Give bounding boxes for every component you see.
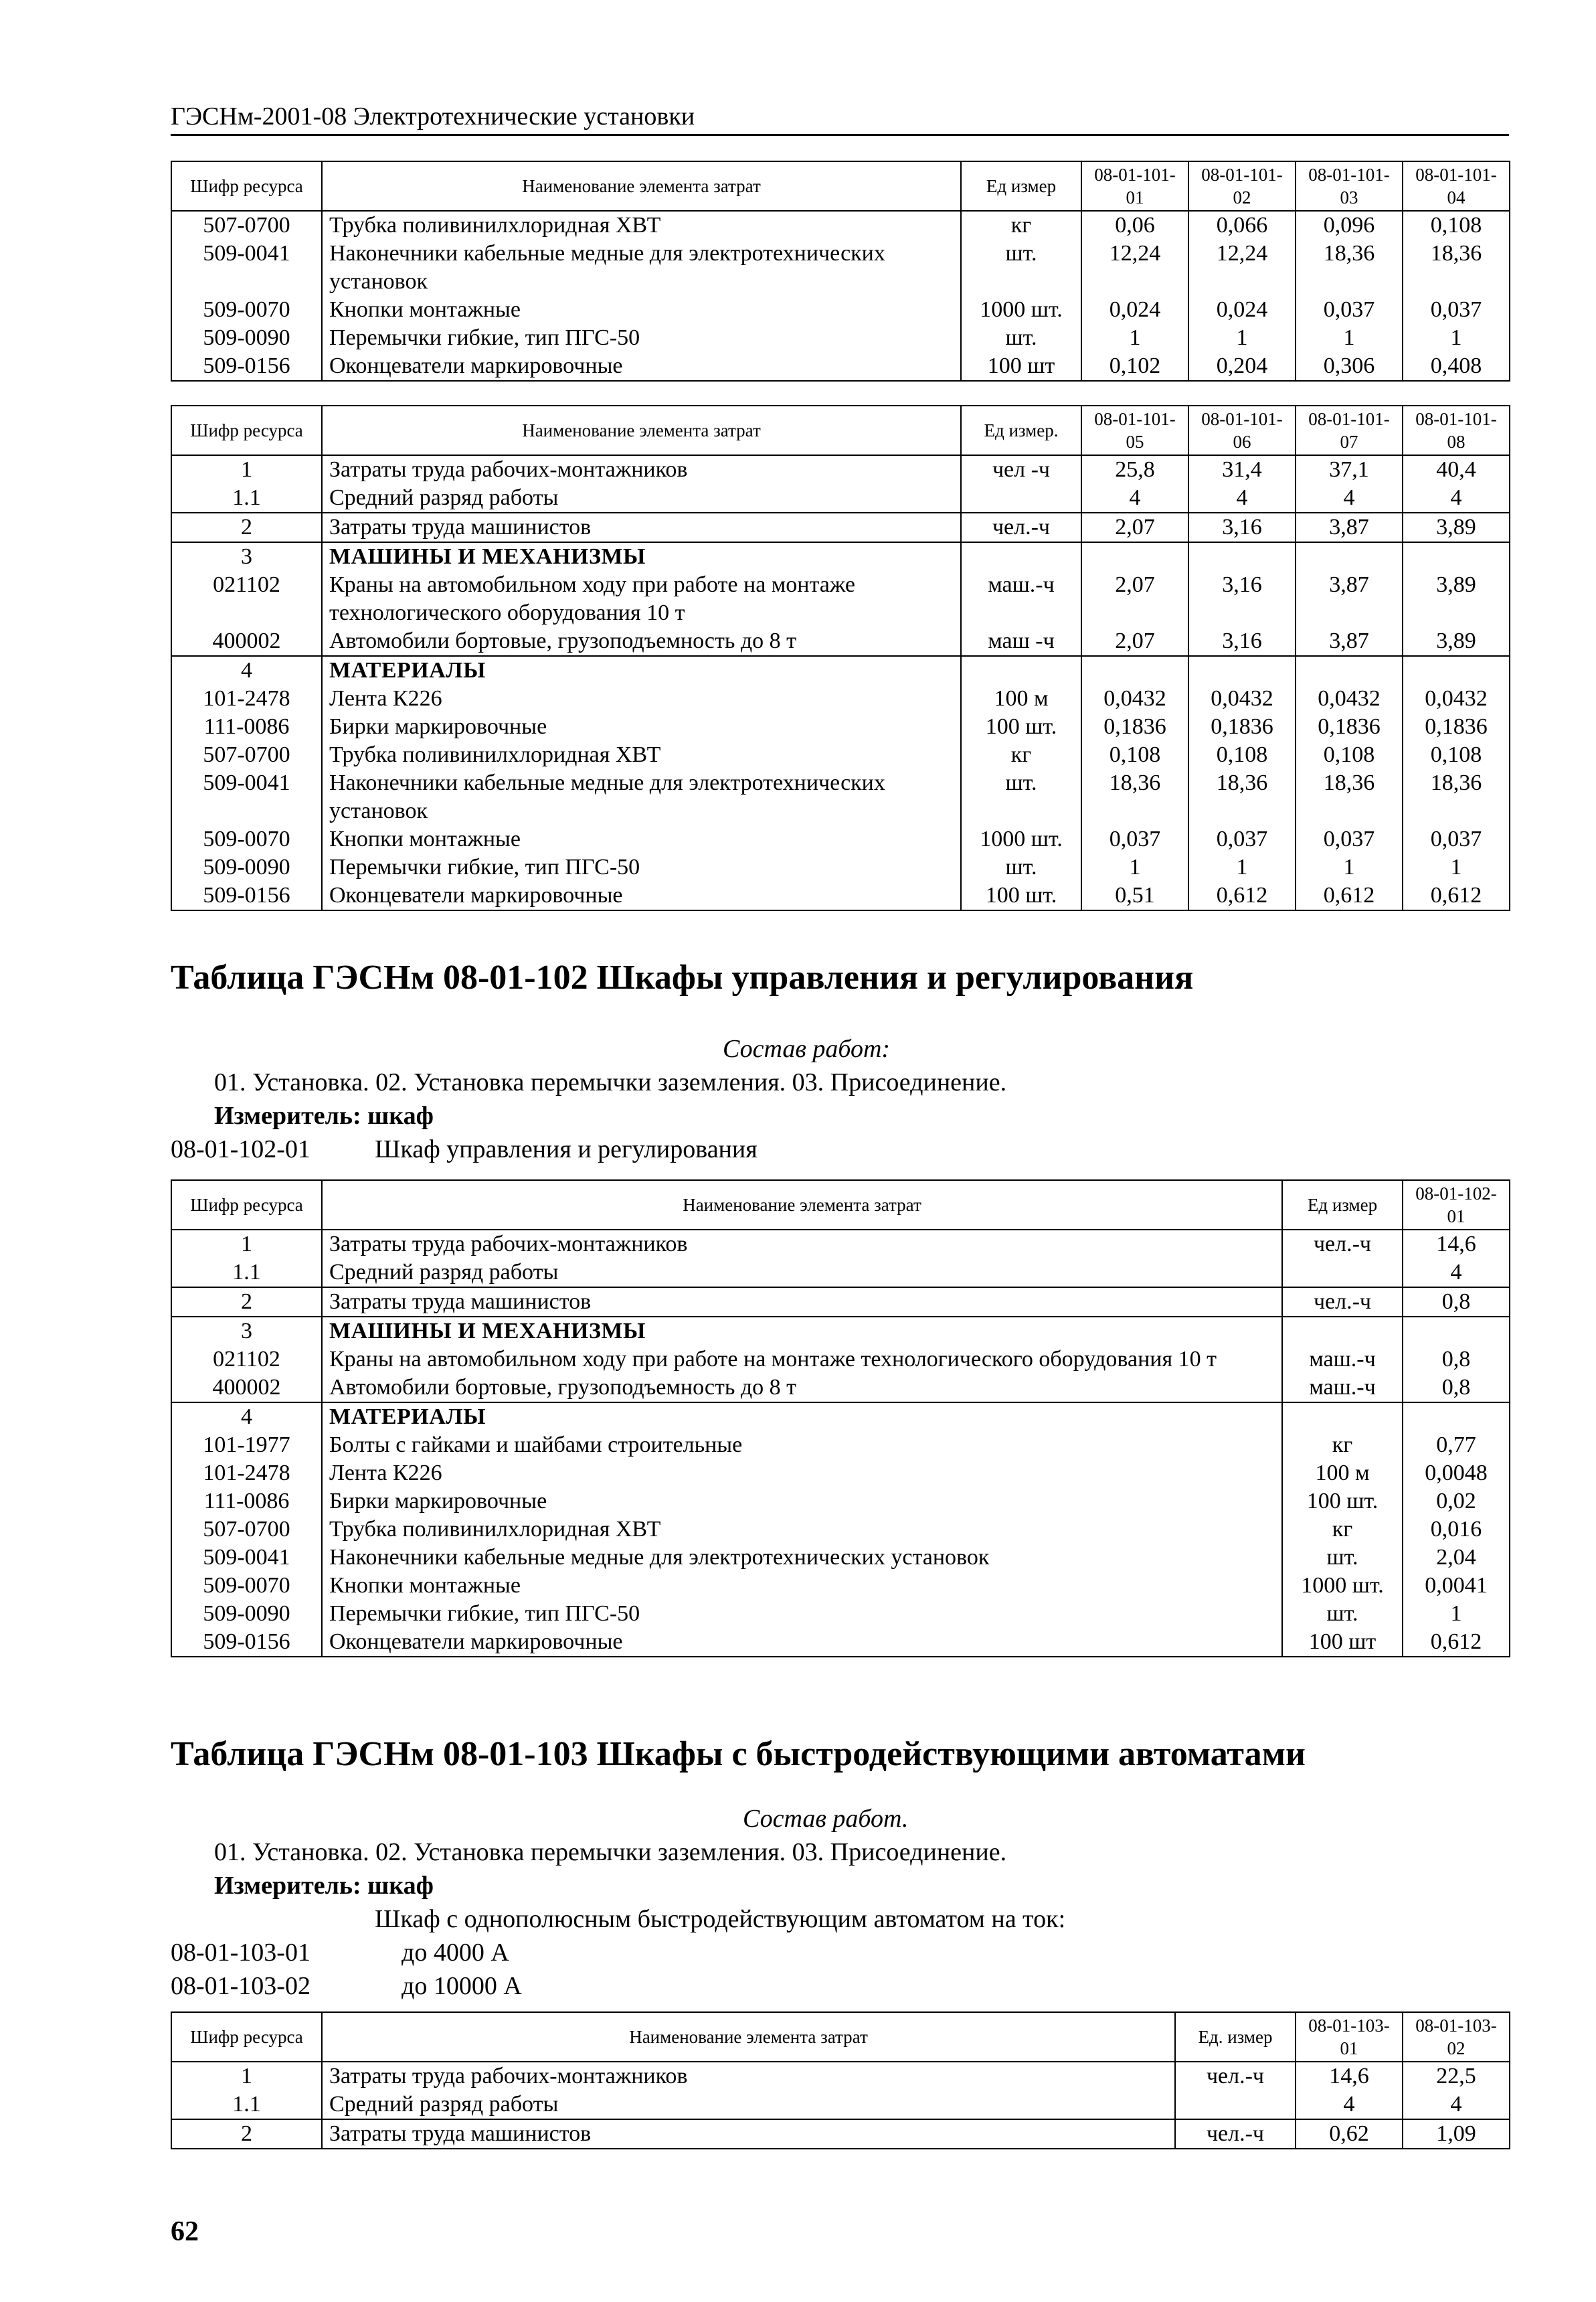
value-cell: 0,108 bbox=[1403, 211, 1510, 240]
table-row bbox=[171, 484, 1510, 513]
resource-code-cell: 509-0041 bbox=[171, 769, 322, 825]
value-cell bbox=[1081, 542, 1188, 571]
value-cell: 25,8 bbox=[1081, 455, 1188, 484]
value-cell: 3,16 bbox=[1188, 513, 1296, 542]
value-cell: 0,612 bbox=[1188, 882, 1296, 910]
value-cell: 0,108 bbox=[1296, 741, 1403, 769]
table-08-01-103 bbox=[171, 2011, 1510, 2149]
value-cell: 1 bbox=[1188, 324, 1296, 352]
header-col: 08-01-103-01 bbox=[1296, 2012, 1403, 2062]
value-cell: 18,36 bbox=[1081, 769, 1188, 825]
cost-element-cell: Трубка поливинилхлоридная ХВТ bbox=[322, 741, 961, 769]
table-row bbox=[171, 211, 1510, 240]
resource-code-cell: 2 bbox=[171, 1287, 322, 1317]
table-row bbox=[171, 2119, 1510, 2149]
resource-code-cell: 509-0041 bbox=[171, 240, 322, 296]
value-cell: 0,0432 bbox=[1296, 685, 1403, 713]
cost-element-cell: Затраты труда рабочих-монтажников bbox=[322, 2062, 1175, 2090]
unit-cell: 100 м bbox=[961, 685, 1081, 713]
value-cell: 3,89 bbox=[1403, 571, 1510, 627]
resource-code-cell: 101-2478 bbox=[171, 685, 322, 713]
value-cell: 18,36 bbox=[1296, 240, 1403, 296]
table-row bbox=[171, 853, 1510, 882]
unit-cell: 100 шт. bbox=[961, 713, 1081, 741]
unit-cell: 100 м bbox=[1282, 1459, 1403, 1487]
value-cell: 0,096 bbox=[1296, 211, 1403, 240]
resource-code-cell: 507-0700 bbox=[171, 1515, 322, 1544]
work-composition-label: Состав работ. bbox=[743, 1805, 909, 1833]
unit-cell: кг bbox=[961, 741, 1081, 769]
table-row bbox=[171, 1258, 1510, 1287]
value-cell: 0,62 bbox=[1296, 2119, 1403, 2149]
value-cell: 0,0041 bbox=[1403, 1572, 1510, 1600]
header-name: Наименование элемента затрат bbox=[322, 2012, 1175, 2062]
cost-element-cell: Бирки маркировочные bbox=[322, 713, 961, 741]
table-row bbox=[171, 769, 1510, 825]
value-cell: 0,02 bbox=[1403, 1487, 1510, 1515]
cost-element-cell: МАШИНЫ И МЕХАНИЗМЫ bbox=[322, 1317, 1282, 1345]
unit-cell: шт. bbox=[961, 853, 1081, 882]
value-cell: 0,306 bbox=[1296, 352, 1403, 381]
page-number: 62 bbox=[171, 2216, 199, 2247]
value-cell bbox=[1081, 656, 1188, 685]
cost-element-cell: Затраты труда рабочих-монтажников bbox=[322, 1230, 1282, 1258]
value-cell: 18,36 bbox=[1403, 240, 1510, 296]
value-cell: 4 bbox=[1296, 2090, 1403, 2119]
value-cell: 0,1836 bbox=[1403, 713, 1510, 741]
cost-element-cell: Оконцеватели маркировочные bbox=[322, 882, 961, 910]
cost-element-cell: Болты с гайками и шайбами строительные bbox=[322, 1431, 1282, 1459]
cost-element-cell: Трубка поливинилхлоридная ХВТ bbox=[322, 1515, 1282, 1544]
table-row bbox=[171, 324, 1510, 352]
cost-element-cell: Краны на автомобильном ходу при работе на монтаже технологического оборудования 10 т bbox=[322, 571, 961, 627]
section-row bbox=[171, 542, 1510, 571]
items-intro: Шкаф с однополюсным быстродействующим автоматом на ток: bbox=[375, 1905, 1066, 1933]
unit-cell: чел.-ч bbox=[1282, 1287, 1403, 1317]
cost-element-cell: Затраты труда рабочих-монтажников bbox=[322, 455, 961, 484]
measure-label: Измеритель: bbox=[214, 1102, 361, 1130]
item-name: до 4000 А bbox=[402, 1939, 509, 1967]
value-cell: 1 bbox=[1403, 853, 1510, 882]
value-cell: 3,16 bbox=[1188, 571, 1296, 627]
cost-element-cell: Оконцеватели маркировочные bbox=[322, 352, 961, 381]
header-col: 08-01-101-05 bbox=[1081, 406, 1188, 455]
value-cell: 0,612 bbox=[1403, 1628, 1510, 1657]
cost-element-cell: Перемычки гибкие, тип ПГС-50 bbox=[322, 324, 961, 352]
value-cell: 0,066 bbox=[1188, 211, 1296, 240]
cost-element-cell: МАШИНЫ И МЕХАНИЗМЫ bbox=[322, 542, 961, 571]
resource-code-cell: 509-0041 bbox=[171, 1544, 322, 1572]
table-row bbox=[171, 1600, 1510, 1628]
value-cell: 0,0048 bbox=[1403, 1459, 1510, 1487]
item-name: Шкаф управления и регулирования bbox=[375, 1135, 758, 1163]
resource-code-cell: 509-0070 bbox=[171, 296, 322, 324]
value-cell: 0,1836 bbox=[1081, 713, 1188, 741]
table-row bbox=[171, 1287, 1510, 1317]
value-cell bbox=[1296, 656, 1403, 685]
cost-element-cell: Средний разряд работы bbox=[322, 1258, 1282, 1287]
value-cell: 1 bbox=[1296, 853, 1403, 882]
header-col: 08-01-102-01 bbox=[1403, 1180, 1510, 1230]
unit-cell bbox=[1282, 1402, 1403, 1431]
table-row bbox=[171, 1345, 1510, 1374]
value-cell: 0,8 bbox=[1403, 1345, 1510, 1374]
item-name: до 10000 А bbox=[402, 1972, 522, 2000]
work-composition-text: 01. Установка. 02. Установка перемычки заземления. 03. Присоединение. bbox=[214, 1838, 1007, 1866]
table-row bbox=[171, 1544, 1510, 1572]
value-cell: 0,037 bbox=[1296, 825, 1403, 853]
value-cell: 0,8 bbox=[1403, 1374, 1510, 1402]
value-cell bbox=[1188, 542, 1296, 571]
cost-element-cell: Затраты труда машинистов bbox=[322, 513, 961, 542]
resource-code-cell: 400002 bbox=[171, 1374, 322, 1402]
value-cell: 4 bbox=[1188, 484, 1296, 513]
value-cell: 0,612 bbox=[1296, 882, 1403, 910]
header-unit: Ед измер bbox=[961, 161, 1081, 211]
unit-cell: чел -ч bbox=[961, 455, 1081, 484]
cost-element-cell: Кнопки монтажные bbox=[322, 296, 961, 324]
unit-cell: 100 шт bbox=[961, 352, 1081, 381]
cost-element-cell: Наконечники кабельные медные для электротехнических установок bbox=[322, 240, 961, 296]
table-row bbox=[171, 713, 1510, 741]
table-08-01-101-part2 bbox=[171, 405, 1510, 911]
unit-cell bbox=[961, 656, 1081, 685]
unit-cell bbox=[1282, 1317, 1403, 1345]
value-cell: 0,037 bbox=[1403, 296, 1510, 324]
value-cell: 0,037 bbox=[1296, 296, 1403, 324]
item-code: 08-01-103-02 bbox=[171, 1972, 311, 2000]
header-unit: Ед. измер bbox=[1175, 2012, 1296, 2062]
value-cell: 0,108 bbox=[1188, 741, 1296, 769]
value-cell: 3,87 bbox=[1296, 571, 1403, 627]
table-row bbox=[171, 1230, 1510, 1258]
value-cell: 1 bbox=[1403, 1600, 1510, 1628]
table-row bbox=[171, 882, 1510, 910]
resource-code-cell: 1 bbox=[171, 455, 322, 484]
table-row bbox=[171, 1628, 1510, 1657]
measure-line bbox=[214, 1871, 434, 1900]
value-cell: 1 bbox=[1188, 853, 1296, 882]
table-row bbox=[171, 1487, 1510, 1515]
resource-code-cell: 101-1977 bbox=[171, 1431, 322, 1459]
header-col: 08-01-101-04 bbox=[1403, 161, 1510, 211]
work-composition-text: 01. Установка. 02. Установка перемычки заземления. 03. Присоединение. bbox=[214, 1068, 1007, 1096]
unit-cell: маш.-ч bbox=[961, 571, 1081, 627]
header-name: Наименование элемента затрат bbox=[322, 1180, 1282, 1230]
unit-cell: кг bbox=[1282, 1431, 1403, 1459]
resource-code-cell: 4 bbox=[171, 656, 322, 685]
value-cell: 0,0432 bbox=[1403, 685, 1510, 713]
table-row bbox=[171, 741, 1510, 769]
section-row bbox=[171, 656, 1510, 685]
resource-code-cell: 3 bbox=[171, 1317, 322, 1345]
value-cell bbox=[1403, 656, 1510, 685]
header-code: Шифр ресурса bbox=[171, 406, 322, 455]
table-row bbox=[171, 240, 1510, 296]
value-cell bbox=[1403, 1402, 1510, 1431]
value-cell: 0,024 bbox=[1081, 296, 1188, 324]
resource-code-cell: 3 bbox=[171, 542, 322, 571]
table-row bbox=[171, 571, 1510, 627]
value-cell: 0,016 bbox=[1403, 1515, 1510, 1544]
resource-code-cell: 509-0156 bbox=[171, 882, 322, 910]
value-cell: 4 bbox=[1403, 2090, 1510, 2119]
value-cell: 3,89 bbox=[1403, 627, 1510, 656]
table-row bbox=[171, 2062, 1510, 2090]
value-cell: 22,5 bbox=[1403, 2062, 1510, 2090]
section-title: Таблица ГЭСНм 08-01-103 Шкафы с быстродействующими автоматами bbox=[171, 1735, 1306, 1773]
resource-code-cell: 507-0700 bbox=[171, 741, 322, 769]
unit-cell bbox=[961, 484, 1081, 513]
value-cell: 4 bbox=[1296, 484, 1403, 513]
resource-code-cell: 509-0156 bbox=[171, 352, 322, 381]
header-code: Шифр ресурса bbox=[171, 2012, 322, 2062]
table-row bbox=[171, 1431, 1510, 1459]
header-col: 08-01-101-08 bbox=[1403, 406, 1510, 455]
section-row bbox=[171, 1402, 1510, 1431]
value-cell: 2,04 bbox=[1403, 1544, 1510, 1572]
item-code: 08-01-103-01 bbox=[171, 1939, 311, 1967]
value-cell: 3,16 bbox=[1188, 627, 1296, 656]
resource-code-cell: 101-2478 bbox=[171, 1459, 322, 1487]
value-cell: 0,102 bbox=[1081, 352, 1188, 381]
unit-cell: кг bbox=[961, 211, 1081, 240]
unit-cell: шт. bbox=[961, 769, 1081, 825]
header-col: 08-01-103-02 bbox=[1403, 2012, 1510, 2062]
header-code: Шифр ресурса bbox=[171, 1180, 322, 1230]
page-header: ГЭСНм-2001-08 Электротехнические установки bbox=[171, 100, 1509, 136]
work-composition-label: Состав работ: bbox=[723, 1035, 891, 1063]
cost-element-cell: Наконечники кабельные медные для электротехнических установок bbox=[322, 1544, 1282, 1572]
value-cell: 0,06 bbox=[1081, 211, 1188, 240]
unit-cell: чел.-ч bbox=[1282, 1230, 1403, 1258]
cost-element-cell: Перемычки гибкие, тип ПГС-50 bbox=[322, 1600, 1282, 1628]
cost-element-cell: Трубка поливинилхлоридная ХВТ bbox=[322, 211, 961, 240]
cost-element-cell: Кнопки монтажные bbox=[322, 1572, 1282, 1600]
header-unit: Ед измер. bbox=[961, 406, 1081, 455]
header-col: 08-01-101-01 bbox=[1081, 161, 1188, 211]
value-cell: 0,204 bbox=[1188, 352, 1296, 381]
table-row bbox=[171, 513, 1510, 542]
table-row bbox=[171, 1515, 1510, 1544]
value-cell: 4 bbox=[1403, 1258, 1510, 1287]
value-cell: 0,1836 bbox=[1296, 713, 1403, 741]
resource-code-cell: 021102 bbox=[171, 571, 322, 627]
section-title: Таблица ГЭСНм 08-01-102 Шкафы управления и регулирования bbox=[171, 959, 1194, 997]
value-cell: 1 bbox=[1296, 324, 1403, 352]
value-cell: 0,037 bbox=[1403, 825, 1510, 853]
table-08-01-101-part1 bbox=[171, 161, 1510, 382]
item-line bbox=[171, 1971, 522, 2001]
value-cell: 0,612 bbox=[1403, 882, 1510, 910]
resource-code-cell: 1.1 bbox=[171, 484, 322, 513]
unit-cell: 100 шт bbox=[1282, 1628, 1403, 1657]
header-col: 08-01-101-03 bbox=[1296, 161, 1403, 211]
value-cell: 40,4 bbox=[1403, 455, 1510, 484]
table-row bbox=[171, 627, 1510, 656]
cost-element-cell: Перемычки гибкие, тип ПГС-50 bbox=[322, 853, 961, 882]
table-row bbox=[171, 296, 1510, 324]
value-cell: 12,24 bbox=[1081, 240, 1188, 296]
value-cell: 0,0432 bbox=[1188, 685, 1296, 713]
table-row bbox=[171, 2090, 1510, 2119]
value-cell: 0,108 bbox=[1403, 741, 1510, 769]
cost-element-cell: Затраты труда машинистов bbox=[322, 1287, 1282, 1317]
header-name: Наименование элемента затрат bbox=[322, 161, 961, 211]
section-row bbox=[171, 1317, 1510, 1345]
resource-code-cell: 111-0086 bbox=[171, 1487, 322, 1515]
resource-code-cell: 111-0086 bbox=[171, 713, 322, 741]
resource-code-cell: 1.1 bbox=[171, 2090, 322, 2119]
cost-element-cell: МАТЕРИАЛЫ bbox=[322, 656, 961, 685]
unit-cell: чел.-ч bbox=[1175, 2119, 1296, 2149]
header-name: Наименование элемента затрат bbox=[322, 406, 961, 455]
resource-code-cell: 1 bbox=[171, 1230, 322, 1258]
cost-element-cell: Наконечники кабельные медные для электротехнических установок bbox=[322, 769, 961, 825]
value-cell: 4 bbox=[1403, 484, 1510, 513]
header-code: Шифр ресурса bbox=[171, 161, 322, 211]
cost-element-cell: Затраты труда машинистов bbox=[322, 2119, 1175, 2149]
resource-code-cell: 1 bbox=[171, 2062, 322, 2090]
value-cell bbox=[1403, 542, 1510, 571]
table-row bbox=[171, 1459, 1510, 1487]
value-cell bbox=[1188, 656, 1296, 685]
value-cell: 37,1 bbox=[1296, 455, 1403, 484]
cost-element-cell: Автомобили бортовые, грузоподъемность до 8 т bbox=[322, 627, 961, 656]
table-row bbox=[171, 352, 1510, 381]
measure-line bbox=[214, 1101, 434, 1131]
unit-cell: шт. bbox=[961, 324, 1081, 352]
value-cell: 1 bbox=[1403, 324, 1510, 352]
cost-element-cell: Автомобили бортовые, грузоподъемность до 8 т bbox=[322, 1374, 1282, 1402]
header-col: 08-01-101-06 bbox=[1188, 406, 1296, 455]
value-cell: 14,6 bbox=[1296, 2062, 1403, 2090]
value-cell: 0,108 bbox=[1081, 741, 1188, 769]
value-cell: 3,87 bbox=[1296, 627, 1403, 656]
value-cell: 14,6 bbox=[1403, 1230, 1510, 1258]
resource-code-cell: 400002 bbox=[171, 627, 322, 656]
unit-cell bbox=[1282, 1258, 1403, 1287]
table-row bbox=[171, 825, 1510, 853]
unit-cell: 100 шт. bbox=[961, 882, 1081, 910]
cost-element-cell: Средний разряд работы bbox=[322, 2090, 1175, 2119]
header-unit: Ед измер bbox=[1282, 1180, 1403, 1230]
resource-code-cell: 509-0090 bbox=[171, 324, 322, 352]
table-row bbox=[171, 455, 1510, 484]
resource-code-cell: 509-0070 bbox=[171, 1572, 322, 1600]
value-cell: 3,87 bbox=[1296, 513, 1403, 542]
value-cell: 1 bbox=[1081, 853, 1188, 882]
value-cell: 3,89 bbox=[1403, 513, 1510, 542]
cost-element-cell: Бирки маркировочные bbox=[322, 1487, 1282, 1515]
cost-element-cell: Лента К226 bbox=[322, 685, 961, 713]
table-08-01-102 bbox=[171, 1179, 1510, 1657]
value-cell: 18,36 bbox=[1188, 769, 1296, 825]
resource-code-cell: 1.1 bbox=[171, 1258, 322, 1287]
unit-cell: шт. bbox=[961, 240, 1081, 296]
measure-value: шкаф bbox=[367, 1102, 434, 1130]
item-code: 08-01-102-01 bbox=[171, 1135, 311, 1163]
unit-cell: маш.-ч bbox=[1282, 1374, 1403, 1402]
value-cell: 2,07 bbox=[1081, 627, 1188, 656]
measure-label: Измеритель: bbox=[214, 1872, 361, 1900]
unit-cell: чел.-ч bbox=[1175, 2062, 1296, 2090]
unit-cell: шт. bbox=[1282, 1544, 1403, 1572]
table-row bbox=[171, 685, 1510, 713]
value-cell: 12,24 bbox=[1188, 240, 1296, 296]
resource-code-cell: 509-0070 bbox=[171, 825, 322, 853]
resource-code-cell: 507-0700 bbox=[171, 211, 322, 240]
value-cell: 18,36 bbox=[1296, 769, 1403, 825]
header-col: 08-01-101-07 bbox=[1296, 406, 1403, 455]
resource-code-cell: 509-0090 bbox=[171, 1600, 322, 1628]
table-row bbox=[171, 1374, 1510, 1402]
unit-cell: маш.-ч bbox=[1282, 1345, 1403, 1374]
resource-code-cell: 021102 bbox=[171, 1345, 322, 1374]
value-cell: 4 bbox=[1081, 484, 1188, 513]
value-cell: 2,07 bbox=[1081, 571, 1188, 627]
item-line bbox=[171, 1938, 509, 1967]
table-row bbox=[171, 1572, 1510, 1600]
unit-cell: 1000 шт. bbox=[961, 825, 1081, 853]
value-cell: 0,408 bbox=[1403, 352, 1510, 381]
cost-element-cell: Средний разряд работы bbox=[322, 484, 961, 513]
value-cell bbox=[1296, 542, 1403, 571]
resource-code-cell: 2 bbox=[171, 2119, 322, 2149]
unit-cell: 1000 шт. bbox=[961, 296, 1081, 324]
resource-code-cell: 509-0090 bbox=[171, 853, 322, 882]
resource-code-cell: 2 bbox=[171, 513, 322, 542]
value-cell: 0,037 bbox=[1188, 825, 1296, 853]
unit-cell: 100 шт. bbox=[1282, 1487, 1403, 1515]
unit-cell: шт. bbox=[1282, 1600, 1403, 1628]
cost-element-cell: Лента К226 bbox=[322, 1459, 1282, 1487]
unit-cell bbox=[961, 542, 1081, 571]
value-cell: 0,51 bbox=[1081, 882, 1188, 910]
value-cell: 0,8 bbox=[1403, 1287, 1510, 1317]
value-cell: 0,037 bbox=[1081, 825, 1188, 853]
cost-element-cell: Кнопки монтажные bbox=[322, 825, 961, 853]
cost-element-cell: Краны на автомобильном ходу при работе на монтаже технологического оборудования 10 т bbox=[322, 1345, 1282, 1374]
value-cell: 0,0432 bbox=[1081, 685, 1188, 713]
unit-cell bbox=[1175, 2090, 1296, 2119]
unit-cell: маш -ч bbox=[961, 627, 1081, 656]
value-cell bbox=[1403, 1317, 1510, 1345]
value-cell: 1,09 bbox=[1403, 2119, 1510, 2149]
header-col: 08-01-101-02 bbox=[1188, 161, 1296, 211]
resource-code-cell: 4 bbox=[171, 1402, 322, 1431]
resource-code-cell: 509-0156 bbox=[171, 1628, 322, 1657]
item-line bbox=[171, 1135, 758, 1164]
value-cell: 0,1836 bbox=[1188, 713, 1296, 741]
unit-cell: чел.-ч bbox=[961, 513, 1081, 542]
measure-value: шкаф bbox=[367, 1872, 434, 1900]
value-cell: 31,4 bbox=[1188, 455, 1296, 484]
cost-element-cell: МАТЕРИАЛЫ bbox=[322, 1402, 1282, 1431]
unit-cell: 1000 шт. bbox=[1282, 1572, 1403, 1600]
cost-element-cell: Оконцеватели маркировочные bbox=[322, 1628, 1282, 1657]
unit-cell: кг bbox=[1282, 1515, 1403, 1544]
value-cell: 1 bbox=[1081, 324, 1188, 352]
value-cell: 18,36 bbox=[1403, 769, 1510, 825]
value-cell: 2,07 bbox=[1081, 513, 1188, 542]
value-cell: 0,024 bbox=[1188, 296, 1296, 324]
value-cell: 0,77 bbox=[1403, 1431, 1510, 1459]
